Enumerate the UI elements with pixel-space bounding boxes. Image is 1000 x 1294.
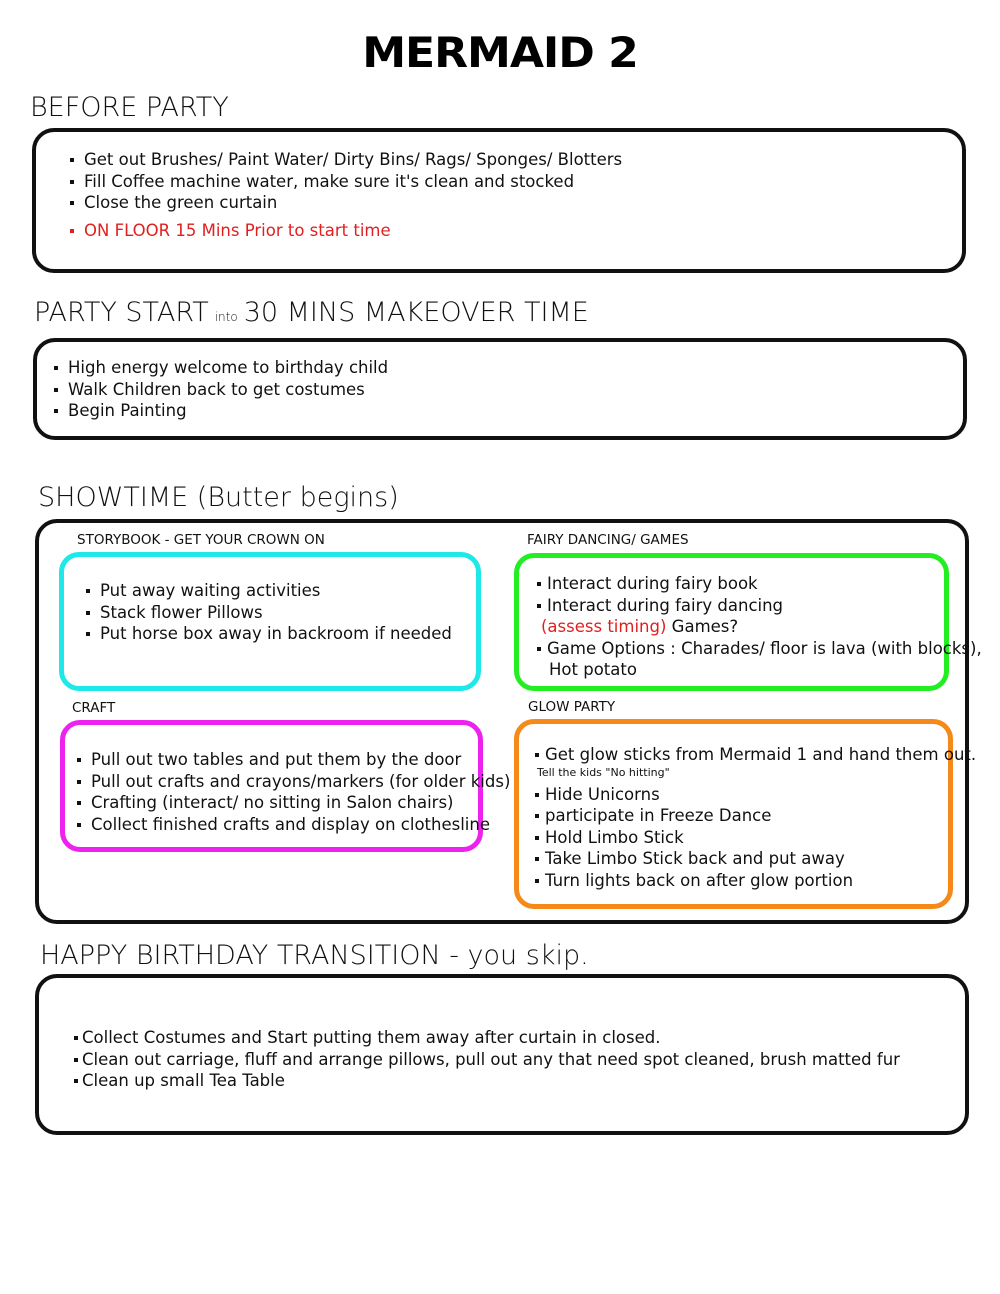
glow-label: GLOW PARTY [528, 699, 616, 715]
fairy-list [537, 573, 982, 681]
craft-box [60, 720, 511, 852]
happy-birthday-list [74, 1027, 900, 1092]
list-item: Hold Limbo Stick [535, 827, 976, 849]
showtime-heading: SHOWTIME (Butter begins) [38, 482, 399, 513]
assess-timing: (assess timing) [541, 617, 667, 636]
list-item: Crafting (interact/ no sitting in Salon chairs) [77, 792, 510, 814]
happy-birthday-heading: HAPPY BIRTHDAY TRANSITION - you skip. [40, 940, 589, 971]
glow-note: Tell the kids "No hitting" [537, 765, 670, 779]
list-item: Collect finished crafts and display on clothesline [77, 814, 510, 836]
list-item: Interact during fairy book [537, 573, 982, 595]
storybook-label: STORYBOOK - GET YOUR CROWN ON [77, 532, 325, 548]
games-text: Games? [671, 617, 739, 636]
list-item: Put horse box away in backroom if needed [86, 623, 452, 645]
party-start-label: PARTY START [34, 297, 209, 328]
craft-list [77, 749, 510, 835]
into-label: into [214, 310, 238, 324]
fairy-box [514, 553, 982, 691]
party-start-list [54, 357, 388, 422]
happy-birthday-box [35, 974, 969, 1135]
list-item-continued: Hot potato [549, 660, 637, 679]
alert-item: ON FLOOR 15 Mins Prior to start time [70, 220, 622, 242]
list-item: Take Limbo Stick back and put away [535, 848, 976, 870]
list-item: Walk Children back to get costumes [54, 379, 388, 401]
list-item: Game Options : Charades/ floor is lava (with blocks), [537, 638, 982, 660]
list-item: Get out Brushes/ Paint Water/ Dirty Bins/ Rags/ Sponges/ Blotters [70, 149, 622, 171]
list-item: High energy welcome to birthday child [54, 357, 388, 379]
glow-list [535, 744, 976, 891]
list-item: Pull out crafts and crayons/markers (for older kids) [77, 771, 510, 793]
before-party-box [32, 128, 966, 273]
fairy-label: FAIRY DANCING/ GAMES [527, 532, 689, 548]
list-item: Fill Coffee machine water, make sure it's clean and stocked [70, 171, 622, 193]
list-item: Clean out carriage, fluff and arrange pillows, pull out any that need spot cleaned, brush matted fur [74, 1049, 900, 1071]
list-item: Turn lights back on after glow portion [535, 870, 976, 892]
list-item: participate in Freeze Dance [535, 805, 976, 827]
list-item: Interact during fairy dancing [537, 595, 982, 617]
page-title: MERMAID 2 [362, 28, 638, 77]
list-item: Begin Painting [54, 400, 388, 422]
list-item: Pull out two tables and put them by the door [77, 749, 510, 771]
makeover-label: 30 MINS MAKEOVER TIME [243, 297, 589, 328]
list-item: Collect Costumes and Start putting them away after curtain in closed. [74, 1027, 900, 1049]
list-item: Hide Unicorns [535, 784, 976, 806]
storybook-box [59, 552, 481, 691]
party-start-heading [34, 297, 589, 328]
list-item: Stack flower Pillows [86, 602, 452, 624]
assess-line [537, 616, 982, 638]
list-item: Put away waiting activities [86, 580, 452, 602]
before-party-list [70, 149, 622, 241]
glow-box [514, 719, 977, 909]
storybook-list [86, 580, 452, 645]
list-item: Clean up small Tea Table [74, 1070, 900, 1092]
list-item: Get glow sticks from Mermaid 1 and hand them out. [535, 744, 976, 766]
craft-label: CRAFT [72, 700, 116, 716]
list-item: Close the green curtain [70, 192, 622, 214]
party-start-box [33, 338, 967, 440]
before-party-heading: BEFORE PARTY [30, 92, 229, 123]
